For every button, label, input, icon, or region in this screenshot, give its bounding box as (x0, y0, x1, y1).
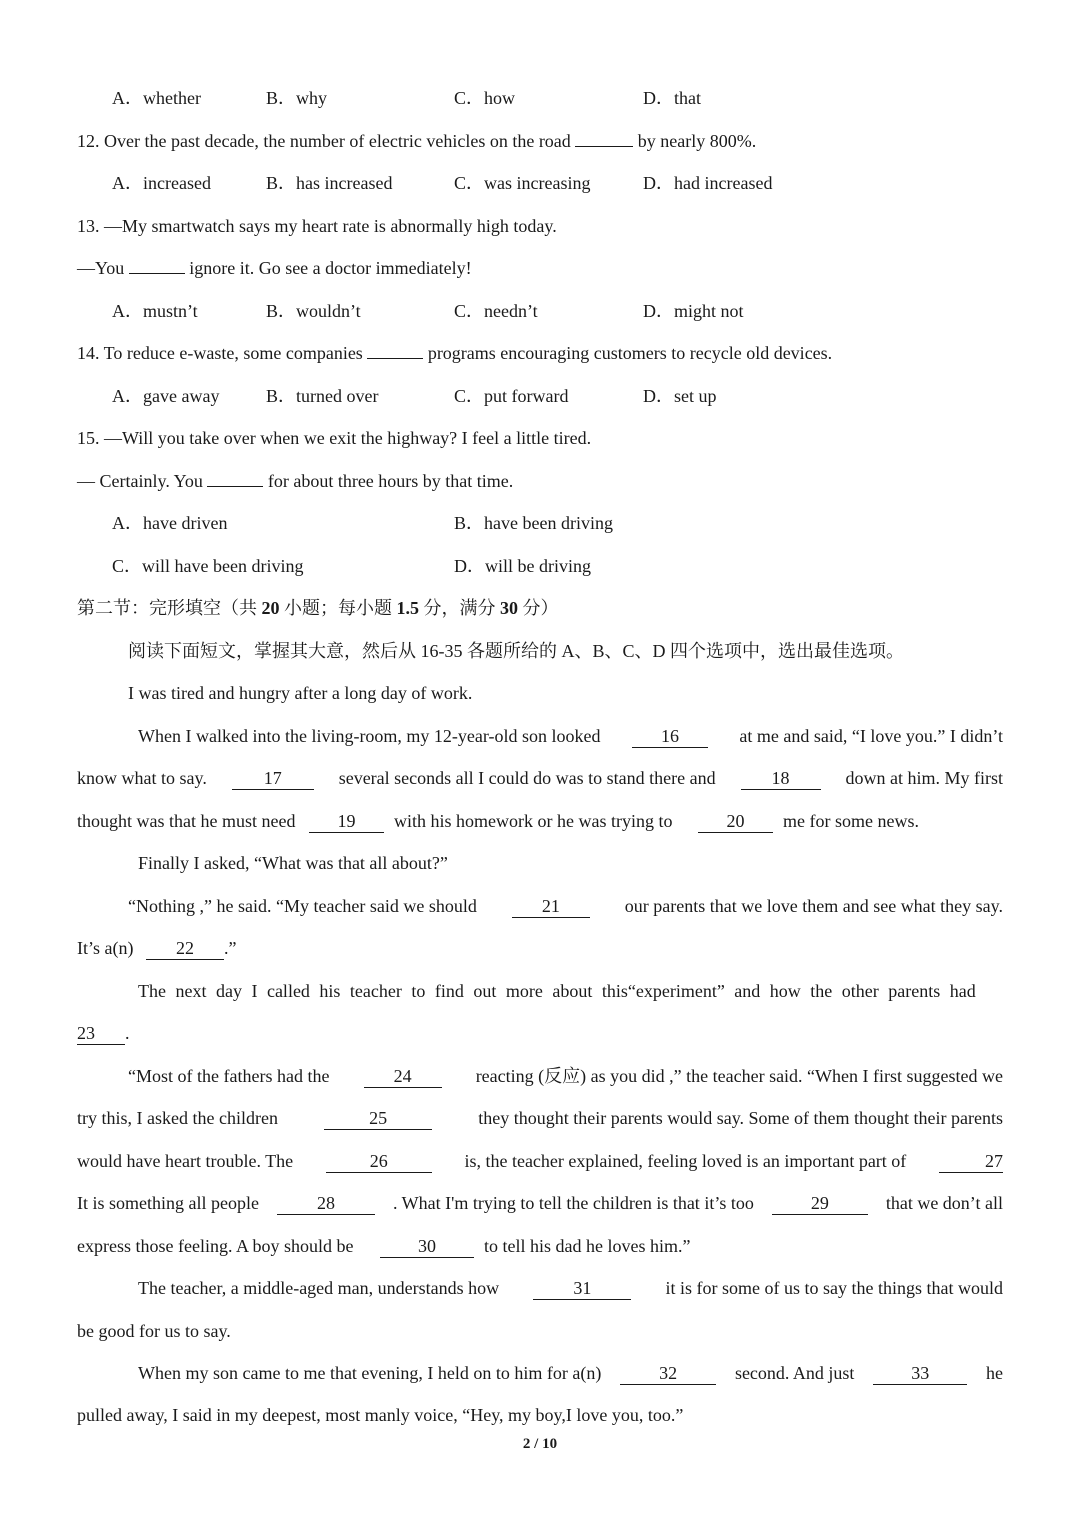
passage-line: 23 . (77, 1023, 130, 1043)
passage-paragraph-3: Finally I asked, “What was that all about?” (138, 853, 448, 873)
q14-option-c[interactable]: C．put forward (454, 386, 569, 406)
blank-16[interactable]: 16 (632, 725, 708, 748)
q14-option-b[interactable]: B．turned over (266, 386, 379, 406)
blank-28[interactable]: 28 (277, 1192, 375, 1215)
q13-stem: 13. —My smartwatch says my heart rate is abnormally high today. (77, 216, 557, 236)
q12-answer-blank[interactable] (575, 130, 633, 147)
passage-line: express those feeling. A boy should be 30 to tell his dad he loves him.” (77, 1236, 691, 1256)
blank-24[interactable]: 24 (364, 1065, 442, 1088)
blank-27[interactable]: 27 (939, 1150, 1003, 1173)
section2-heading: 第二节：完形填空（共 20 小题；每小题 1.5 分，满分 30 分） (77, 598, 559, 618)
blank-26[interactable]: 26 (326, 1150, 432, 1173)
blank-17[interactable]: 17 (232, 767, 314, 790)
q15-options-row2 (0, 545, 1080, 587)
passage-line: It is something all people 28 . What I'm trying to tell the children is that it’s too 29 that we don’t all (77, 1193, 1003, 1213)
blank-31[interactable]: 31 (533, 1277, 631, 1300)
q14-option-a[interactable]: A．gave away (112, 386, 220, 406)
q13-option-c[interactable]: C．needn’t (454, 301, 538, 321)
blank-19[interactable]: 19 (309, 810, 384, 833)
passage-line: know what to say. 17 several seconds all I could do was to stand there and 18 down at him. My first (77, 768, 1003, 788)
blank-18[interactable]: 18 (741, 767, 821, 790)
q12-option-a[interactable]: A．increased (112, 173, 211, 193)
q15-option-d[interactable]: D．will be driving (454, 556, 591, 576)
q13-option-b[interactable]: B．wouldn’t (266, 301, 361, 321)
passage-line: be good for us to say. (77, 1321, 231, 1341)
q11-option-d[interactable]: D．that (643, 88, 701, 108)
passage-line: would have heart trouble. The 26 is, the teacher explained, feeling loved is an important part of 27 (77, 1151, 1003, 1171)
q13-option-a[interactable]: A．mustn’t (112, 301, 198, 321)
q13-reply: —You ignore it. Go see a doctor immediately! (77, 258, 472, 278)
q14-answer-blank[interactable] (367, 342, 423, 359)
q14-stem: 14. To reduce e-waste, some companies programs encouraging customers to recycle old devices. (77, 343, 833, 363)
q15-reply: — Certainly. You for about three hours by that time. (77, 471, 514, 491)
q12-option-d[interactable]: D．had increased (643, 173, 773, 193)
passage-line: The teacher, a middle-aged man, understands how 31 it is for some of us to say the things that would (138, 1278, 1003, 1298)
q13-option-d[interactable]: D．might not (643, 301, 744, 321)
q15-options-row1 (0, 502, 1080, 544)
q13-options (0, 290, 1080, 332)
q14-options (0, 375, 1080, 417)
passage-line: The next day I called his teacher to find out more about this“experiment” and how the other parents had (138, 981, 976, 1001)
passage-line: “Nothing ,” he said. “My teacher said we should 21 our parents that we love them and see what they say. (128, 896, 1003, 916)
blank-30[interactable]: 30 (380, 1235, 474, 1258)
q12-stem: 12. Over the past decade, the number of electric vehicles on the road by nearly 800%. (77, 131, 757, 151)
blank-22[interactable]: 22 (146, 937, 224, 960)
q12-option-b[interactable]: B．has increased (266, 173, 393, 193)
q15-option-c[interactable]: C．will have been driving (112, 556, 304, 576)
page-number: 2 / 10 (522, 1436, 558, 1452)
passage-line: thought was that he must need 19 with his homework or he was trying to 20 me for some news. (77, 811, 919, 831)
passage-line: “Most of the fathers had the 24 reacting (反应) as you did ,” the teacher said. “When I first suggested we (128, 1066, 1003, 1086)
section2-instruction: 阅读下面短文，掌握其大意，然后从 16-35 各题所给的 A、B、C、D 四个选项中，选出最佳选项。 (128, 641, 904, 661)
q11-option-a[interactable]: A．whether (112, 88, 201, 108)
q14-option-d[interactable]: D．set up (643, 386, 717, 406)
passage-line: When my son came to me that evening, I held on to him for a(n) 32 second. And just 33 he (138, 1363, 1003, 1383)
passage-line: It’s a(n) 22 .” (77, 938, 237, 958)
blank-33[interactable]: 33 (873, 1362, 967, 1385)
q15-stem: 15. —Will you take over when we exit the highway? I feel a little tired. (77, 428, 592, 448)
passage-line: try this, I asked the children 25 they thought their parents would say. Some of them thought their parents (77, 1108, 1003, 1128)
passage-paragraph-1: I was tired and hungry after a long day of work. (128, 683, 473, 703)
blank-29[interactable]: 29 (772, 1192, 868, 1215)
blank-23[interactable]: 23 (77, 1022, 125, 1045)
q15-option-a[interactable]: A．have driven (112, 513, 228, 533)
q12-option-c[interactable]: C．was increasing (454, 173, 591, 193)
q11-options (0, 77, 1080, 119)
blank-32[interactable]: 32 (620, 1362, 716, 1385)
q11-option-b[interactable]: B．why (266, 88, 328, 108)
blank-25[interactable]: 25 (324, 1107, 432, 1130)
q13-answer-blank[interactable] (129, 257, 185, 274)
blank-20[interactable]: 20 (698, 810, 773, 833)
q12-options (0, 162, 1080, 204)
passage-line: pulled away, I said in my deepest, most manly voice, “Hey, my boy,I love you, too.” (77, 1405, 684, 1425)
q15-answer-blank[interactable] (207, 470, 263, 487)
q15-option-b[interactable]: B．have been driving (454, 513, 613, 533)
q11-option-c[interactable]: C．how (454, 88, 516, 108)
passage-line: When I walked into the living-room, my 12-year-old son looked 16 at me and said, “I love you.” I didn’t (138, 726, 1003, 746)
blank-21[interactable]: 21 (512, 895, 590, 918)
